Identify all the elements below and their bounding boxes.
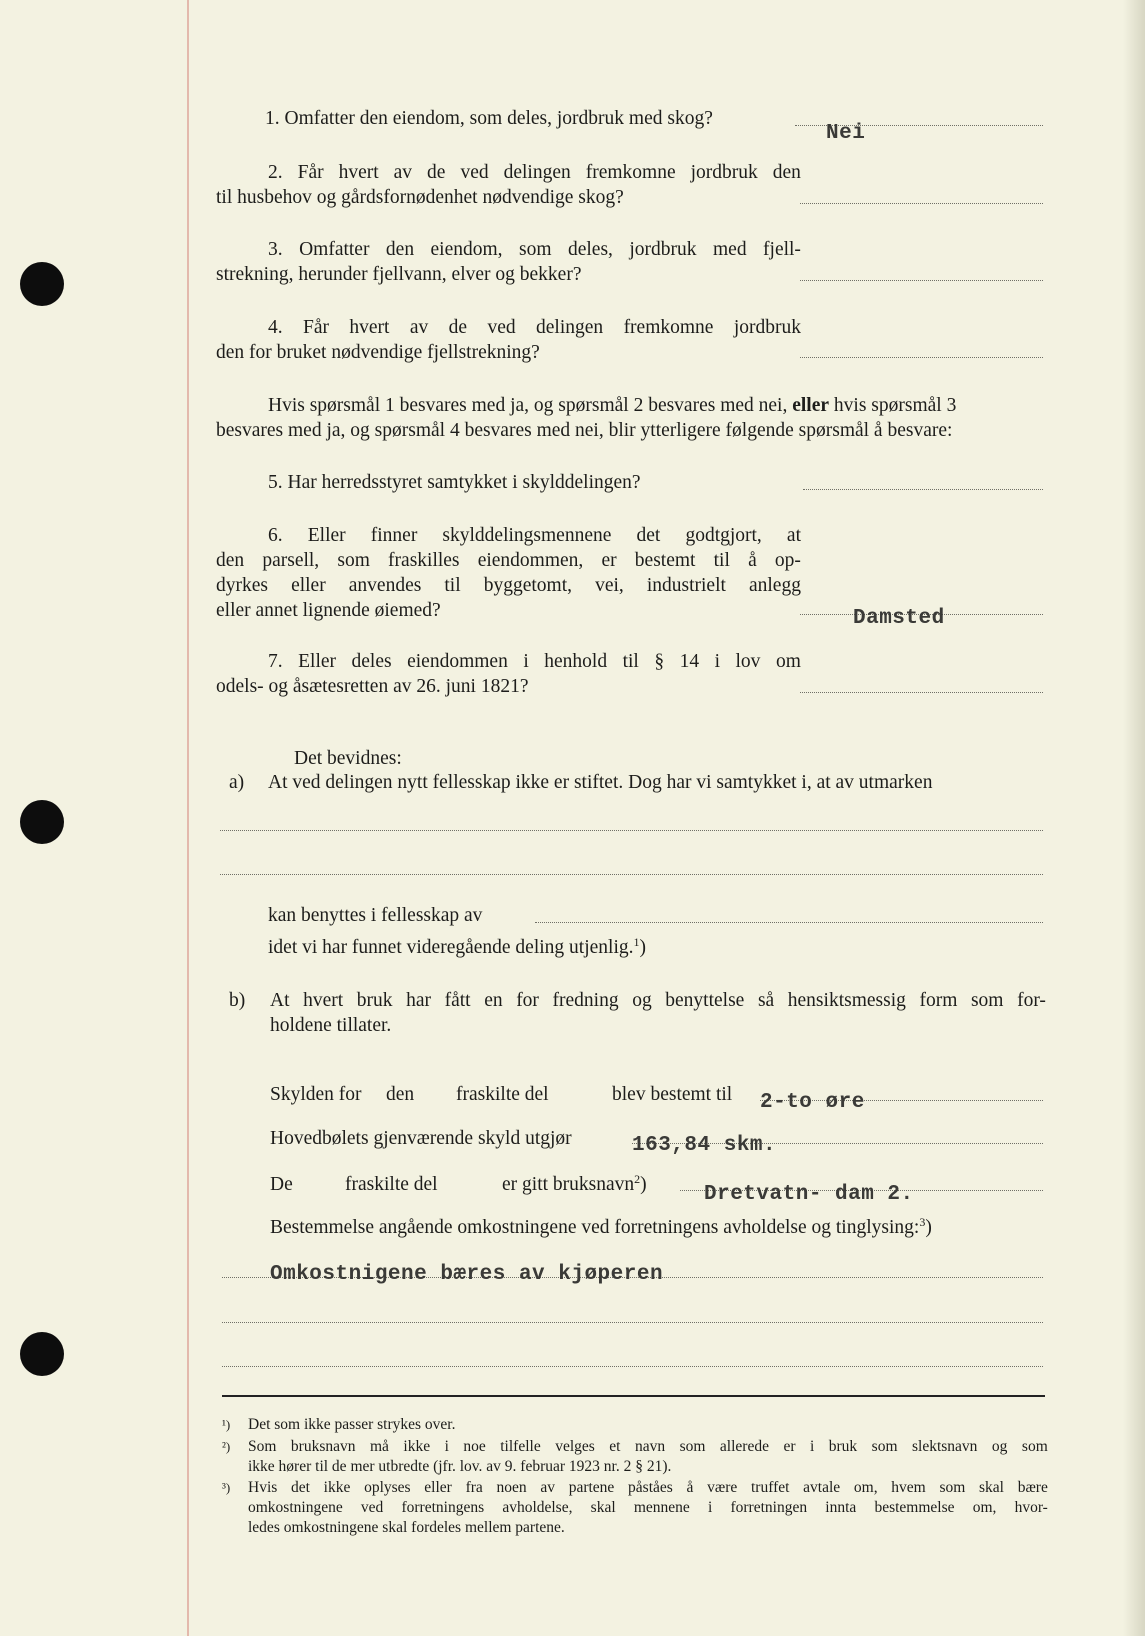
word: bruk: [356, 990, 393, 1011]
word: en: [484, 990, 503, 1011]
word: avtale: [803, 1479, 841, 1496]
word: 4.: [268, 317, 283, 338]
skyld-label-3b: fraskilte del: [345, 1174, 438, 1195]
word: jordbruk: [733, 317, 801, 338]
item-b-line-1: [270, 988, 1046, 1013]
word: industrielt: [646, 575, 726, 596]
word: fremkomne: [623, 317, 714, 338]
word: bære: [1017, 1479, 1048, 1496]
word: henhold: [544, 651, 608, 672]
word: skal: [590, 1499, 616, 1516]
word: de: [448, 317, 468, 338]
word: som: [679, 1438, 706, 1455]
word: som: [939, 1479, 966, 1496]
word: i: [707, 1499, 713, 1516]
question-2-line-2: til husbehov og gårdsfornødenhet nødvendige skog?: [216, 187, 624, 208]
word: hvor-: [1014, 1499, 1048, 1516]
question-4-line-1: [268, 315, 801, 340]
page-edge-shadow: [1123, 0, 1145, 1636]
word: bruksnavn: [290, 1438, 356, 1455]
word: omkostningene: [248, 1499, 343, 1516]
word: for-: [1017, 990, 1046, 1011]
answer-line-2: [800, 203, 1043, 204]
punch-hole-top: [20, 262, 64, 306]
footnote-rule: [222, 1395, 1045, 1397]
word: være: [707, 1479, 738, 1496]
word: 3.: [268, 239, 283, 260]
word: til: [622, 651, 639, 672]
word: har: [406, 990, 432, 1011]
word: vei,: [595, 575, 624, 596]
word: fått: [444, 990, 471, 1011]
word: de: [427, 162, 446, 183]
word: må: [369, 1438, 389, 1455]
word: er: [601, 550, 617, 571]
word: et: [609, 1438, 621, 1455]
word: eiendommen: [407, 651, 508, 672]
word: 2.: [268, 162, 283, 183]
word: påståes: [628, 1479, 673, 1496]
skyld-label-1b: den: [386, 1084, 415, 1105]
word: Får: [297, 162, 324, 183]
word: fjell-: [763, 239, 801, 260]
word: partene: [568, 1479, 615, 1496]
word: form: [919, 990, 958, 1011]
word: deles,: [567, 239, 613, 260]
word: skal: [979, 1479, 1004, 1496]
omkostning-value-typed: Omkostnigene bæres av kjøperen: [270, 1263, 664, 1286]
word: lov: [735, 651, 761, 672]
word: i: [714, 651, 721, 672]
word: ved: [487, 317, 516, 338]
word: dyrkes: [216, 575, 268, 596]
word: som: [1021, 1438, 1048, 1455]
question-6-line-3: [216, 573, 801, 598]
word: i: [444, 1438, 449, 1455]
skyld-label-1a: Skylden for: [270, 1084, 362, 1105]
word: å: [686, 1479, 694, 1496]
word: til: [444, 575, 461, 596]
word: ved: [460, 162, 489, 183]
word: finner: [370, 525, 418, 546]
word: tilfelle: [500, 1438, 541, 1455]
word: som: [871, 1438, 898, 1455]
item-a-continuation-1: kan benyttes i fellesskap av: [268, 905, 483, 926]
answer-line-3: [800, 280, 1043, 281]
word: deles: [351, 651, 392, 672]
omkostning-line-3: [222, 1366, 1043, 1367]
word: slektsnavn: [912, 1438, 978, 1455]
word: mennene: [633, 1499, 690, 1516]
footnote-2-mark: ²): [222, 1439, 231, 1454]
word: Eller: [298, 651, 337, 672]
word: bestemmelse: [874, 1499, 955, 1516]
question-1: 1. Omfatter den eiendom, som deles, jordbruk med skog?: [265, 108, 713, 129]
word: 6.: [268, 525, 283, 546]
word: skylddelingsmennene: [442, 525, 612, 546]
word: å: [748, 550, 757, 571]
word: op-: [774, 550, 801, 571]
word: det: [636, 525, 661, 546]
word: av: [393, 162, 413, 183]
word: truffet: [750, 1479, 790, 1496]
word: 7.: [268, 651, 283, 672]
item-b-label: b): [229, 990, 246, 1011]
word: som: [519, 239, 552, 260]
question-5: 5. Har herredsstyret samtykket i skylddelingen?: [268, 472, 641, 493]
footnote-3-line-1: [248, 1478, 1048, 1498]
word: inntа: [825, 1499, 857, 1516]
item-a-continuation-2: idet vi har funnet videregående deling utjenlig.$^1$): [268, 935, 647, 958]
word: anlegg: [748, 575, 801, 596]
question-4-line-2: den for bruket nødvendige fjellstrekning?: [216, 342, 540, 363]
question-3-line-2: strekning, herunder fjellvann, elver og bekker?: [216, 264, 582, 285]
word: den: [216, 550, 245, 571]
word: eller: [424, 1479, 452, 1496]
skyld-label-1c: fraskilte del: [456, 1084, 549, 1105]
word: det: [291, 1479, 310, 1496]
word: velges: [555, 1438, 595, 1455]
question-6-line-1: [268, 523, 801, 548]
word: Hvis: [248, 1479, 278, 1496]
word: Som: [248, 1438, 277, 1455]
word: er: [783, 1438, 796, 1455]
word: hensiktsmessig: [787, 990, 906, 1011]
word: jordbruk: [690, 162, 758, 183]
word: hvem: [891, 1479, 926, 1496]
answer-line-5: [803, 489, 1043, 490]
item-a-fill-line-3: [535, 922, 1043, 923]
word: fraskilles: [388, 550, 460, 571]
word: så: [757, 990, 775, 1011]
margin-line: [187, 0, 189, 1636]
word: som: [970, 990, 1004, 1011]
word: byggetomt,: [483, 575, 573, 596]
conditional-bold-word: eller: [792, 395, 830, 416]
word: av: [409, 317, 429, 338]
word: for: [516, 990, 539, 1011]
word: §: [654, 651, 665, 672]
skyld-value-2-typed: 163,84 skm.: [632, 1134, 777, 1157]
word: ved: [360, 1499, 384, 1516]
footnote-3-line-3: ledes omkostningene skal fordeles mellem partene.: [248, 1519, 565, 1536]
footnote-3-mark: ³): [222, 1480, 231, 1495]
item-b-line-2: holdene tillater.: [270, 1015, 392, 1036]
punch-hole-middle: [20, 800, 64, 844]
word: delingen: [503, 162, 571, 183]
word: den: [772, 162, 801, 183]
word: navn: [634, 1438, 666, 1455]
word: den: [385, 239, 415, 260]
skyld-label-3a: De: [270, 1174, 293, 1195]
word: delingen: [536, 317, 604, 338]
word: bestemt: [634, 550, 696, 571]
word: oplyses: [364, 1479, 411, 1496]
word: hvert: [349, 317, 390, 338]
footnote-2-line-2: ikke hører til de mer utbredte (jfr. lov. av 9. februar 1923 nr. 2 § 21).: [248, 1458, 672, 1475]
question-7-line-2: odels- og åsætesretten av 26. juni 1821?: [216, 676, 529, 697]
conditional-line-1: Hvis spørsmål 1 besvares med ja, og spørsmål 2 besvares med nei, eller hvis spørsmål 3: [268, 395, 957, 416]
question-3-line-1: [268, 237, 801, 262]
word: i: [523, 651, 529, 672]
word: 14: [679, 651, 700, 672]
word: ikke: [403, 1438, 431, 1455]
word: med: [713, 239, 747, 260]
word: ikke: [323, 1479, 351, 1496]
footnote-3-line-2: [248, 1498, 1048, 1518]
question-2-line-1: [268, 160, 801, 185]
word: eiendommen,: [477, 550, 584, 571]
word: eiendom,: [430, 239, 503, 260]
footnote-1-line-1: Det som ikke passer strykes over.: [248, 1416, 456, 1433]
word: hvert: [303, 990, 344, 1011]
word: noen: [496, 1479, 527, 1496]
word: avholdelse,: [502, 1499, 573, 1516]
question-6-line-2: [216, 548, 801, 573]
skyld-value-3-typed: Dretvatn- dam 2.: [704, 1183, 914, 1206]
word: om: [775, 651, 801, 672]
word: bruk: [828, 1438, 858, 1455]
word: og: [991, 1438, 1008, 1455]
word: i: [809, 1438, 815, 1455]
item-a-label: a): [229, 772, 245, 793]
word: som: [337, 550, 370, 571]
word: til: [713, 550, 730, 571]
word: om,: [853, 1479, 878, 1496]
word: parsell,: [262, 550, 320, 571]
word: godtgjort,: [685, 525, 762, 546]
word: om,: [972, 1499, 997, 1516]
word: forretningen: [730, 1499, 808, 1516]
footnote-1-mark: ¹): [222, 1417, 231, 1432]
skyld-label-4: Bestemmelse angående omkostningene ved forretningens avholdelse og tinglysing:$^3$): [270, 1215, 932, 1238]
answer-line-7: [800, 692, 1043, 693]
word: Omfatter: [299, 239, 370, 260]
item-a-fill-line-1: [220, 830, 1043, 831]
word: hvert: [338, 162, 379, 183]
answer-1-typed: Nei: [826, 122, 866, 145]
word: forretningens: [401, 1499, 485, 1516]
question-6-line-4: eller annet lignende øiemed?: [216, 600, 441, 621]
answer-line-4: [800, 357, 1043, 358]
footnote-2-line-1: [248, 1437, 1048, 1457]
word: av: [540, 1479, 555, 1496]
question-7-line-1: [268, 649, 801, 674]
word: fra: [465, 1479, 483, 1496]
word: noe: [463, 1438, 486, 1455]
omkostning-line-2: [222, 1322, 1043, 1323]
skyld-label-2: Hovedbølets gjenværende skyld utgjør: [270, 1128, 572, 1149]
word: fremkomne: [585, 162, 676, 183]
word: anvendes: [348, 575, 422, 596]
word: allerede: [719, 1438, 769, 1455]
word: at: [786, 525, 801, 546]
word: benyttelse: [665, 990, 745, 1011]
word: fredning: [552, 990, 619, 1011]
word: jordbruk: [629, 239, 697, 260]
word: eller: [291, 575, 326, 596]
item-a-text: At ved delingen nytt fellesskap ikke er stiftet. Dog har vi samtykket i, at av utmarken: [268, 772, 933, 793]
answer-6-typed: Damsted: [853, 607, 945, 630]
punch-hole-bottom: [20, 1332, 64, 1376]
skyld-label-1d: blev bestemt til: [612, 1084, 733, 1105]
word: Får: [303, 317, 330, 338]
word: Eller: [307, 525, 346, 546]
skyld-value-1-typed: 2-to øre: [760, 1091, 865, 1114]
bevidnes-heading: Det bevidnes:: [294, 748, 402, 769]
item-a-fill-line-2: [220, 874, 1043, 875]
conditional-line-2: besvares med ja, og spørsmål 4 besvares med nei, blir ytterligere følgende spørsmål å besvare:: [216, 420, 953, 441]
word: og: [632, 990, 652, 1011]
skyld-label-3c: er gitt bruksnavn$^2$): [502, 1172, 647, 1195]
word: At: [270, 990, 290, 1011]
